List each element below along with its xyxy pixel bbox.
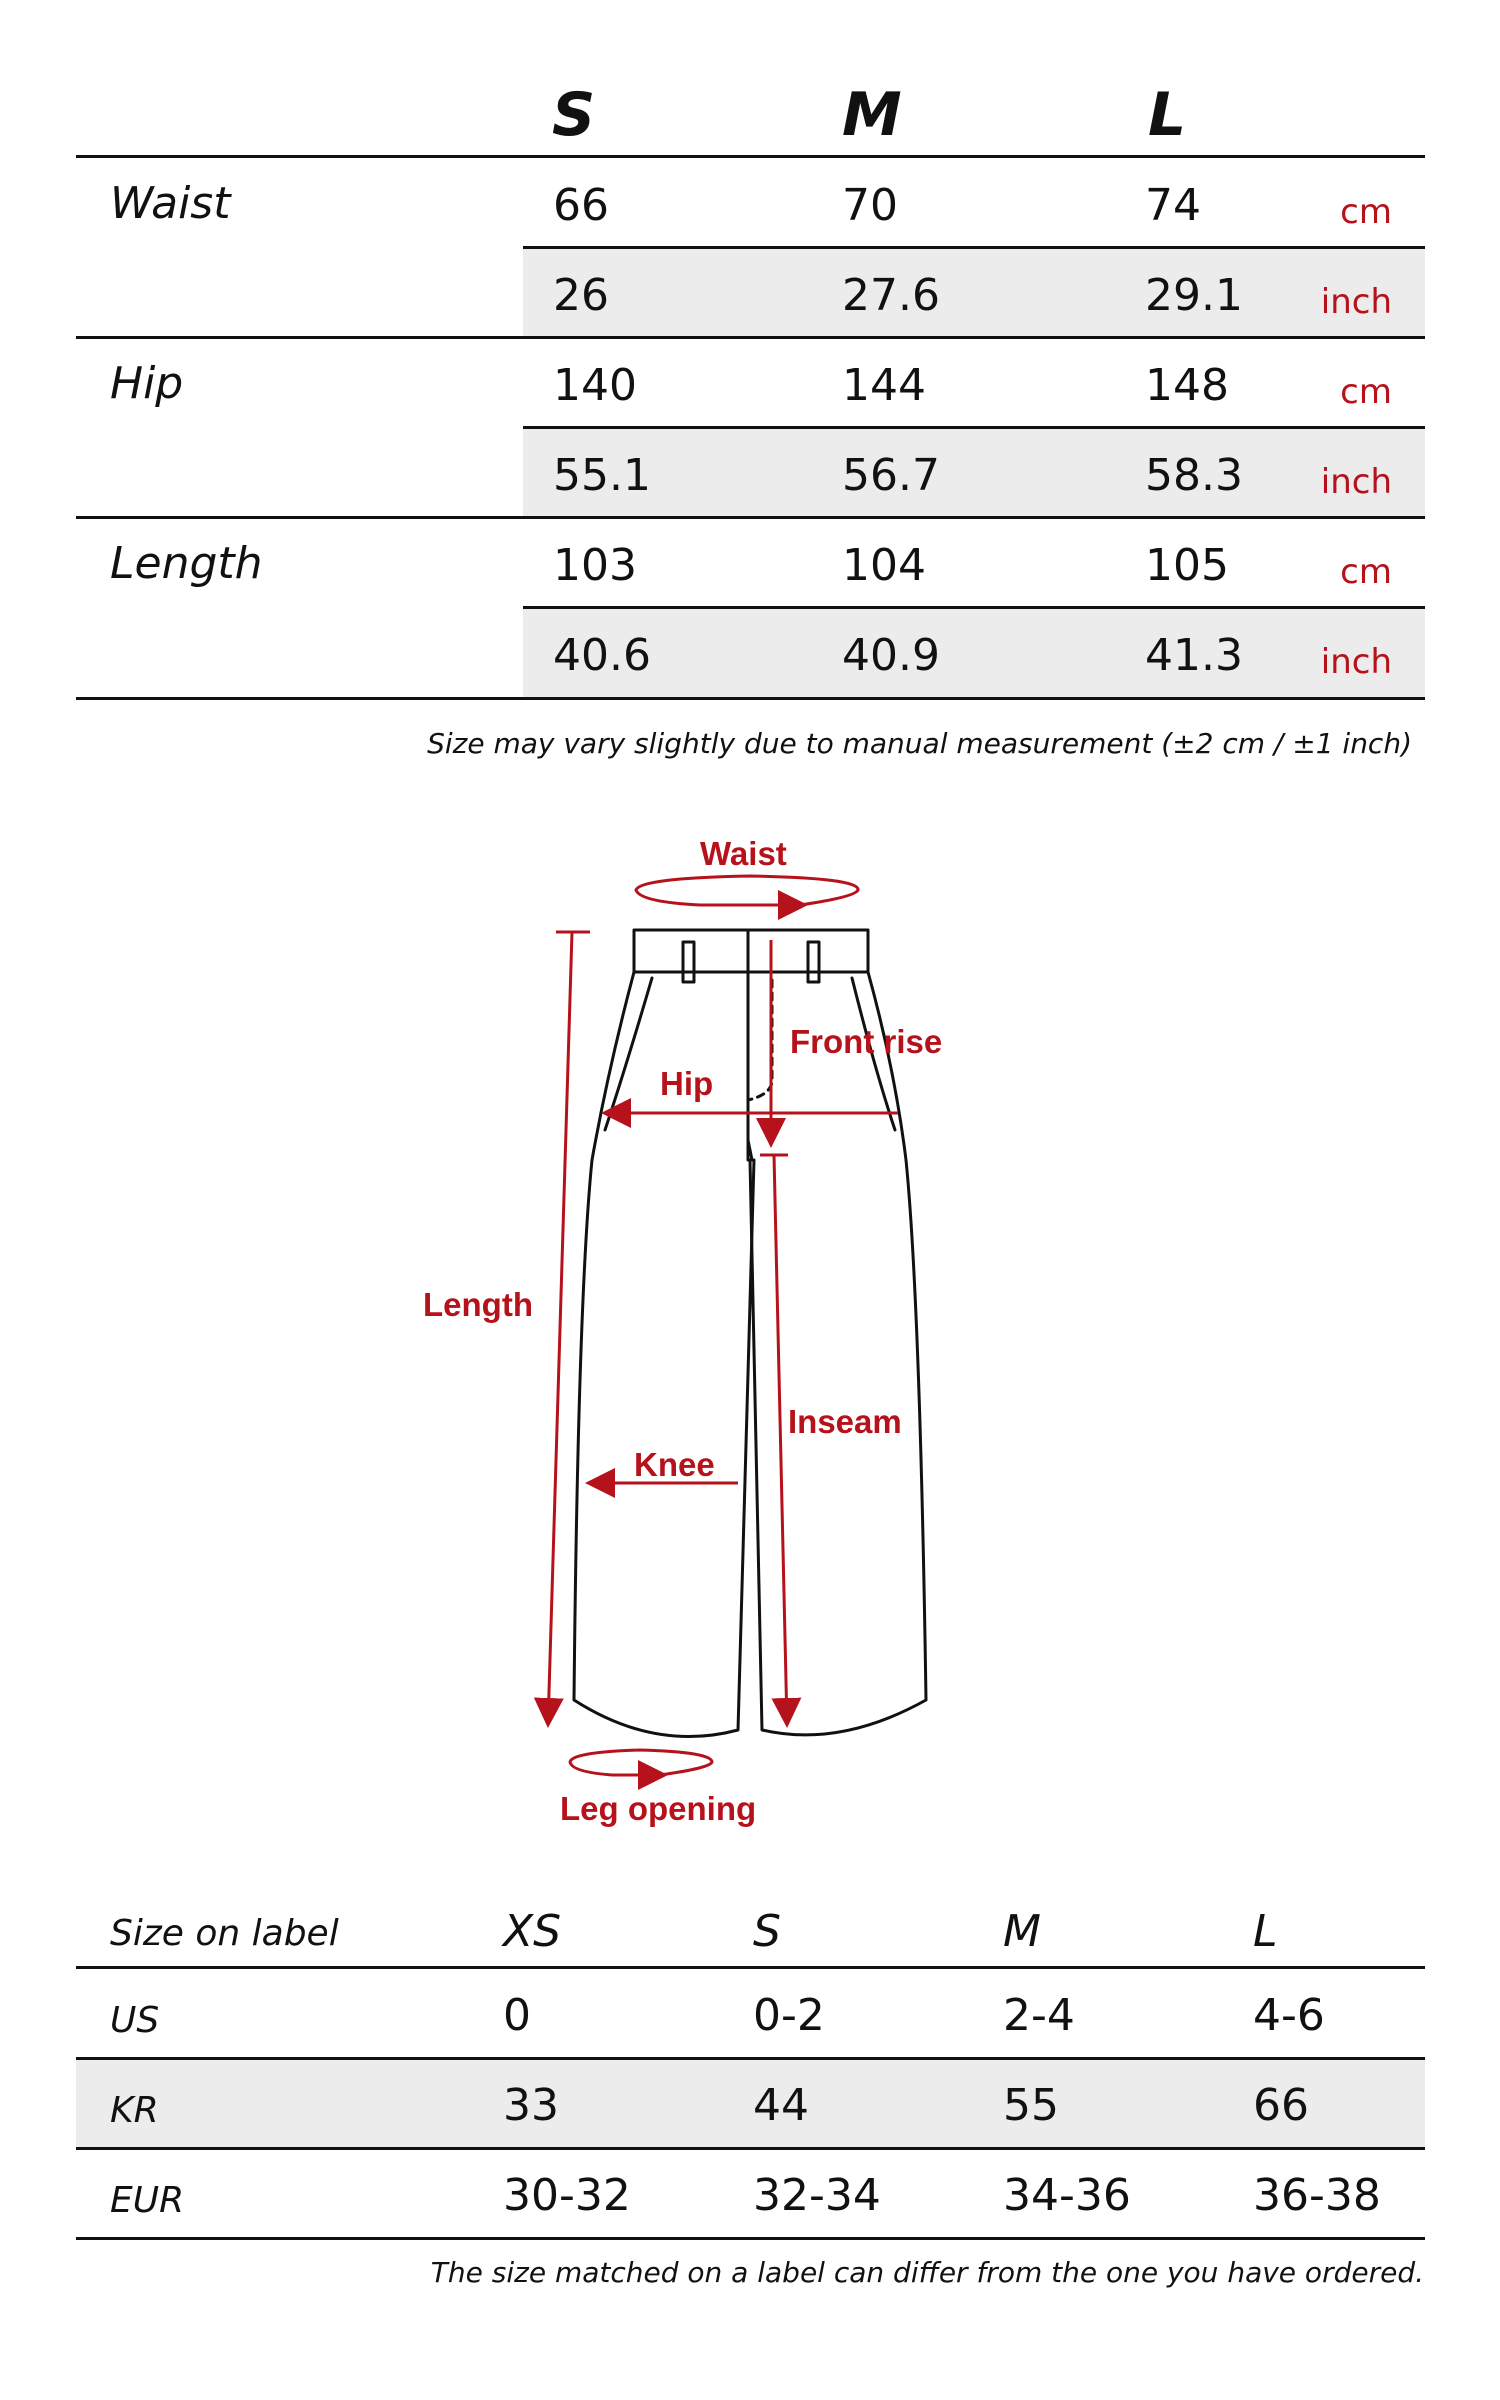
row-label-waist: Waist (110, 178, 231, 229)
label-waist: Waist (700, 835, 787, 872)
label-size-note: The size matched on a label can differ from the one you have ordered. (430, 2256, 1424, 2289)
measurement-note: Size may vary slightly due to manual measurement (±2 cm / ±1 inch) (427, 727, 1412, 760)
cell: 29.1 (1145, 270, 1243, 321)
cell: 34-36 (1003, 2170, 1131, 2221)
table-rule (76, 2057, 1425, 2060)
conv-header-xs: XS (503, 1906, 562, 1957)
row-label-eur: EUR (110, 2180, 185, 2221)
label-leg-opening: Leg opening (560, 1790, 757, 1827)
row-label-length: Length (110, 538, 263, 589)
cell: 148 (1145, 360, 1229, 411)
cell: 66 (553, 180, 609, 231)
unit-inch: inch (1320, 282, 1392, 322)
row-label-kr: KR (110, 2090, 159, 2131)
row-label-us: US (110, 2000, 160, 2041)
cell: 4-6 (1253, 1990, 1325, 2041)
row-label-hip: Hip (110, 358, 184, 409)
unit-cm: cm (1340, 192, 1392, 232)
cell: 55 (1003, 2080, 1059, 2131)
cell: 140 (553, 360, 637, 411)
size-on-label-header: Size on label (110, 1913, 339, 1954)
conv-header-m: M (1003, 1906, 1041, 1957)
cell: 30-32 (503, 2170, 631, 2221)
cell: 32-34 (753, 2170, 881, 2221)
cell: 26 (553, 270, 609, 321)
unit-inch: inch (1320, 462, 1392, 502)
label-hip: Hip (660, 1065, 714, 1102)
cell: 55.1 (553, 450, 651, 501)
unit-cm: cm (1340, 372, 1392, 412)
cell: 74 (1145, 180, 1201, 231)
row-shade (76, 2060, 1425, 2148)
cell: 33 (503, 2080, 559, 2131)
cell: 36-38 (1253, 2170, 1381, 2221)
size-header-m: M (842, 80, 902, 150)
cell: 2-4 (1003, 1990, 1075, 2041)
cell: 66 (1253, 2080, 1309, 2131)
cell: 0 (503, 1990, 531, 2041)
table-rule (76, 1966, 1425, 1969)
length-arrow (548, 932, 590, 1725)
cell: 40.9 (842, 630, 940, 681)
label-inseam: Inseam (788, 1403, 902, 1440)
cell: 70 (842, 180, 898, 231)
cell: 58.3 (1145, 450, 1243, 501)
table-rule (76, 2237, 1425, 2240)
table-rule (76, 2147, 1425, 2150)
conv-header-s: S (753, 1906, 781, 1957)
cell: 105 (1145, 540, 1229, 591)
cell: 56.7 (842, 450, 940, 501)
cell: 40.6 (553, 630, 651, 681)
unit-inch: inch (1320, 642, 1392, 682)
cell: 27.6 (842, 270, 940, 321)
cell: 41.3 (1145, 630, 1243, 681)
cell: 104 (842, 540, 926, 591)
cell: 44 (753, 2080, 809, 2131)
cell: 0-2 (753, 1990, 825, 2041)
size-header-l: L (1148, 80, 1187, 150)
label-knee: Knee (634, 1446, 715, 1483)
inseam-arrow (760, 1155, 788, 1725)
conv-header-l: L (1253, 1906, 1278, 1957)
label-length: Length (423, 1286, 533, 1323)
cell: 103 (553, 540, 637, 591)
waist-arrow (636, 876, 858, 905)
label-front-rise: Front rise (790, 1023, 943, 1060)
cell: 144 (842, 360, 926, 411)
unit-cm: cm (1340, 552, 1392, 592)
leg-opening-arrow (570, 1750, 712, 1775)
size-header-s: S (552, 80, 596, 150)
